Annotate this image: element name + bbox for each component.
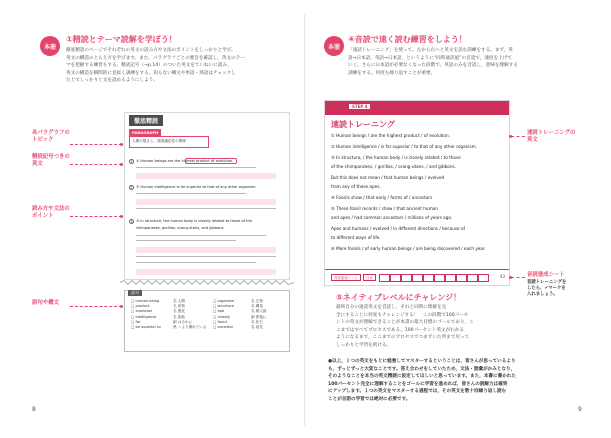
section-title: ①精読とテーマ読解を学ぼう！ — [66, 35, 177, 44]
body-line: 全にすることに何度もチャレンジする！ この段階で100パーセ — [336, 312, 469, 318]
callout-line — [70, 306, 122, 307]
reading-line: But this does not mean / that human beings / evolved — [331, 175, 445, 180]
note-line: 100パーセント完全に理解することをゴールに学習を進めれば，皆さんの読解力は確実 — [328, 381, 508, 387]
callout-line — [70, 164, 122, 165]
grammar-note — [136, 269, 276, 275]
page-number-left: 8 — [32, 406, 36, 413]
seidoku-mock-page — [124, 112, 290, 280]
reading-line: ① Human beings / are the highest product / of evolution. — [331, 133, 450, 138]
vocab-col-4 — [251, 299, 267, 330]
vocab-meaning: 副 はるかに — [173, 319, 193, 324]
checkbox[interactable] — [478, 274, 489, 282]
section-body — [66, 47, 302, 85]
vocab-meaning: 熟 ～より優れている — [173, 325, 207, 330]
callout-line — [70, 144, 122, 145]
vocab-meaning: 名 生物 — [251, 299, 263, 303]
sentence-1: ① Human beings are the highest product of evolution. — [136, 159, 234, 163]
body-line: 語→日本語，英語→日本語，というように“同時通訳風”の音読で，速度を上げて — [348, 55, 512, 61]
mock-step-label: STEP 4 — [349, 104, 370, 109]
body-line: しっかりと学習を続ける。 — [336, 342, 392, 348]
body-line: 訓練をする。何度も繰り返すことが重要。 — [348, 70, 436, 76]
reading-line: from any of these apes. — [331, 184, 381, 189]
body-line: ントの英文が理解できることが本書の最大目標のゴールであり，こ — [336, 320, 474, 326]
vocab-term: □ ancestor — [213, 325, 234, 330]
reading-line: ⑤ These fossil records / show / that ancient human — [331, 206, 438, 211]
vocab-term: □ evolution — [131, 309, 153, 314]
body-line: いく。さらに日本語が必要なくなった段階で，英語のみを音読し，意味を理解する — [348, 63, 518, 69]
callout-line — [511, 277, 525, 278]
honbun-badge: 本冊 — [324, 36, 344, 56]
callout-grammar-points — [32, 206, 70, 219]
checkbox[interactable] — [434, 274, 445, 282]
grammar-note — [136, 247, 276, 253]
sentence-number: 1 — [130, 159, 133, 164]
checkbox[interactable] — [456, 274, 467, 282]
callout-text: 読み方や文法の ポイント — [32, 206, 70, 219]
paragraph-summary: 人間の強さと，環境適応性の関係 — [129, 136, 209, 148]
reading-line: to different ways of life. — [331, 235, 381, 240]
checkbox[interactable] — [412, 274, 423, 282]
vocab-term: □ organism — [213, 299, 235, 303]
reading-line: ② Human intelligence / is far superior / to that of any other organism. — [331, 144, 478, 149]
body-line: た上でしっかりと文を読めるようにしよう。 — [66, 78, 158, 84]
note-line: そのようなことを本当の英文精読に設定してほしいと思っています。また，本書に書かれた — [328, 374, 516, 380]
checkbox[interactable] — [390, 274, 401, 282]
checkbox[interactable] — [445, 274, 456, 282]
left-page — [20, 14, 305, 426]
vocab-meaning: 名 化石 — [251, 319, 263, 324]
mock-header — [125, 113, 289, 125]
section-body — [348, 47, 586, 77]
vocab-meaning: 名 知能 — [173, 314, 185, 319]
body-line: こまではすべてプロセスである。100パーセント英文がわかる — [336, 327, 465, 333]
vocab-term: □ be superior to — [131, 325, 161, 330]
note-line: も，ずっとずっと大変なことです。答え合わせをしていたため，文法・語彙がかみとなり， — [328, 366, 516, 372]
note-line: ことが言語の学習では絶対に必要です。 — [328, 396, 411, 402]
vocab-term: □ structure — [213, 304, 234, 309]
vocab-term: □ ape — [213, 309, 225, 314]
body-line: 英文の構造を瞬間的に見抜く訓練をする。知らない構文や単語・熟語はチェックし — [66, 70, 236, 76]
callout-vocabulary — [32, 300, 59, 307]
callout-dot — [120, 215, 123, 218]
callout-marked-text — [32, 154, 70, 167]
section5-body — [336, 304, 516, 350]
callout-dot — [120, 163, 123, 166]
translation-line — [136, 256, 276, 257]
vocab-term: □ closely — [213, 314, 230, 319]
vocab-term: □ human being — [131, 299, 160, 303]
grammar-note — [136, 173, 276, 179]
sentence-2: ② Human intelligence is far superior to that of any other organism. — [136, 185, 257, 189]
vocab-meaning: 名 祖先 — [251, 325, 263, 330]
vocabulary-tag: 語句 — [128, 290, 142, 296]
callout-topic — [32, 130, 70, 143]
body-line: 「速読トレーニング」を使って，左から右へと英文を読む訓練をする。まず，英 — [348, 48, 513, 53]
vocab-col-1 — [131, 299, 161, 330]
callout-text: 精読記号つきの 英文 — [32, 154, 70, 167]
mock-topbar — [325, 101, 509, 115]
translation-line — [136, 193, 246, 194]
callout-reading-text — [527, 130, 575, 143]
checkbox[interactable] — [423, 274, 434, 282]
callout-text: 各パラグラフの トピック — [32, 130, 70, 143]
page-break-zigzag — [120, 280, 294, 285]
checkbox[interactable] — [379, 274, 390, 282]
translation-line — [136, 167, 256, 168]
reading-achievement-sheet — [325, 269, 509, 285]
translation-line — [136, 235, 266, 236]
callout-line — [70, 216, 122, 217]
callout-text: 速読トレーニングの 英文 — [527, 130, 576, 143]
reading-line: ④ Fossils show / that early / forms of / ancestors — [331, 195, 433, 200]
vocab-term: □ product — [131, 304, 150, 309]
callout-text: 音読達成シート — [527, 272, 565, 278]
vocab-term: □ fossil — [213, 319, 227, 324]
mock-page-number: 43 — [499, 274, 505, 279]
body-line: 最終自分の速読英文を音読し，それと同時に理解を完 — [336, 305, 447, 310]
callout-achievement-sheet — [527, 272, 565, 279]
sokudoku-mock-page — [324, 100, 510, 286]
footer-sheet-label: 音読達成シート — [331, 274, 361, 281]
vocab-col-2 — [173, 299, 207, 330]
honbun-badge: 本冊 — [40, 36, 60, 56]
callout-sheet-body: 音読トレーニングを したら，✔マークを 入れましょう。 — [527, 280, 567, 297]
mock-title: 速読トレーニング — [331, 120, 395, 129]
sentence-3-cont: chimpanzees, gorillas, orang-utans, and gibbons. — [136, 226, 225, 230]
vocab-term: □ far — [131, 319, 141, 324]
sentence-number: 2 — [130, 185, 133, 190]
page-number-right: 9 — [578, 406, 582, 413]
vocab-meaning: 名 進化 — [173, 309, 185, 314]
reading-line: ⑥ More fossils / of early human beings / are being discovered / each year. — [331, 246, 486, 251]
checkbox[interactable] — [401, 274, 412, 282]
body-line: マを把握する練習もする。精読記号（→p.14）のついた英文をていねいに読み， — [66, 63, 232, 69]
callout-dot — [120, 305, 123, 308]
callout-dot — [120, 143, 123, 146]
reading-line: ③ In structure, / the human body / is closely related / to those — [331, 155, 461, 160]
vocab-meaning: 名 構造 — [251, 304, 263, 309]
vocab-term: □ intelligence — [131, 314, 157, 319]
highlight-box — [185, 158, 237, 164]
body-line: ようになるまで，ここまでのプロセスでつまずいた所まで戻って — [336, 335, 470, 341]
callout-line — [511, 136, 525, 137]
translation-line — [136, 240, 236, 241]
paragraph-tag: PARAGRAPH — [129, 129, 161, 136]
note-line: ●以上，１つの英文をもとに勉強してマスターするということは，皆さんが思っているより — [328, 359, 516, 364]
reading-line: and apes / had common ancestors / millions of years ago. — [331, 215, 453, 220]
vocab-meaning: 名 類人猿 — [251, 309, 267, 314]
reading-line: Apes and humans / evolved / in different directions / because of — [331, 226, 465, 231]
checkbox[interactable] — [467, 274, 478, 282]
reading-line: of the chimpanzees, / gorillas, / orang-utans, / and gibbons. — [331, 164, 457, 169]
translation-line — [136, 262, 256, 263]
grammar-note — [136, 199, 276, 205]
note-line: にアップします。１つの英文をマスターする過程では，その英文を数十回繰り返し読む — [328, 389, 507, 395]
vocab-meaning: 副 密接に — [251, 314, 267, 319]
vocabulary-box — [124, 290, 290, 352]
footer-date-label: 日付 — [363, 274, 376, 281]
checkbox-row — [379, 274, 489, 282]
sentence-number: 3 — [130, 219, 133, 224]
section-title: ④音読で速く読む練習をしよう！ — [348, 35, 467, 44]
closing-note — [328, 358, 584, 404]
vocab-meaning: 名 人間 — [173, 299, 185, 303]
translation-line — [136, 208, 276, 209]
section5-title: ⑤ネイティブレベルにチャレンジ！ — [336, 293, 462, 302]
vocab-col-3 — [213, 299, 234, 330]
body-line: 英文の構造のとらえ方を学びます。また，パラグラフごとの要旨を確認し，英文のテー — [66, 55, 245, 61]
right-page — [306, 14, 591, 426]
vocab-meaning: 名 産物 — [173, 304, 185, 309]
callout-text: 語句や構文 — [32, 300, 59, 306]
body-line: 徹底精読のページでそれぞれの英文の読み方や文法のポイントをしっかりと学び, — [66, 48, 233, 53]
mock-logo: 徹底精読 — [129, 115, 163, 126]
sentence-3: ③ In structure, the human body is closely related to those of the — [136, 219, 252, 223]
